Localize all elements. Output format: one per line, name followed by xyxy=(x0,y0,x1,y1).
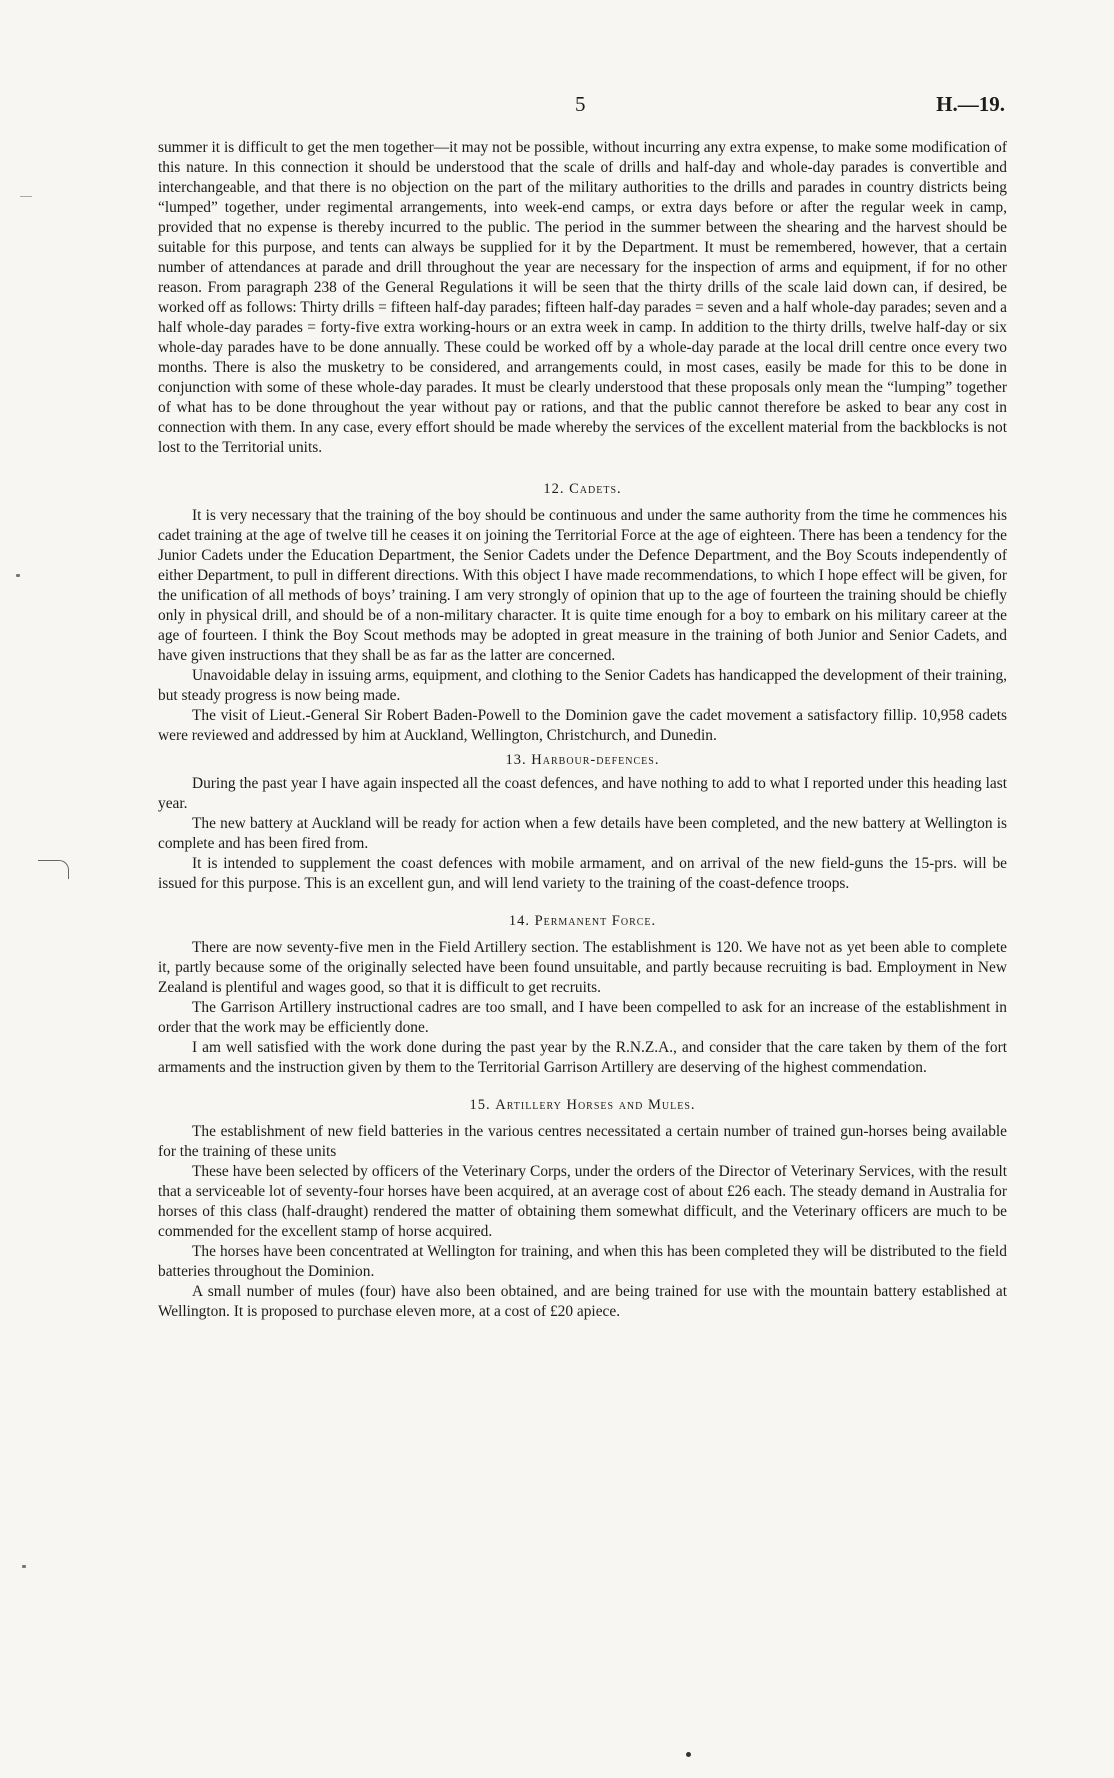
section-number: 13. xyxy=(505,752,527,768)
paragraph: These have been selected by officers of the Veterinary Corps, under the orders of the Director of Veterinary Services, with the result that a serviceable lot of seventy-four horses have been acquired, at an average cost of about £26 each. The steady demand in Australia for horses of this class (half-draught) rendered the matter of obtaining them somewhat difficult, and the Veterinary officers are much to be commended for the excellent stamp of horse acquired. xyxy=(158,1163,1007,1240)
section-title: Harbour-defences. xyxy=(531,752,660,768)
page-header xyxy=(160,92,1005,122)
body-text xyxy=(158,138,1007,1322)
scan-speck xyxy=(22,1565,26,1568)
continued-paragraph: summer it is difficult to get the men together—it may not be possible, without incurring any extra expense, to make some modification of this nature. In this connection it should be understood that the scale of drills and half-day and whole-day parades is convertible and interchangeable, and that there is no objection on the part of the military authorities to the drills and parades in country districts being “lumped” together, under regimental arrangements, into week-end camps, or extra days before or after the regular week in camp, provided that no expense is thereby incurred to the public. The period in the summer between the shearing and the harvest should be suitable for this purpose, and tents can always be supplied for it by the Department. It must be remembered, however, that a certain number of attendances at parade and drill throughout the year are necessary for the inspection of arms and equipment, if for no other reason. From paragraph 238 of the General Regulations it will be seen that the thirty drills of the scale laid down can, if desired, be worked off as follows: Thirty drills = fifteen half-day parades; fifteen half-day parades = seven and a half whole-day parades; seven and a half whole-day parades = forty-five extra working-hours or an extra week in camp. In addition to the thirty drills, twelve half-day or six whole-day parades have to be done annually. These could be worked off by a whole-day parade at the local drill centre once every two months. There is also the musketry to be considered, and arrangements could, in most cases, easily be made for this to be done in conjunction with some of these whole-day parades. It must be clearly understood that these proposals only mean the “lumping” together of what has to be done throughout the year without pay or rations, and that the public cannot therefore be asked to bear any cost in connection with them. In any case, every effort should be made whereby the services of the excellent material from the backblocks is not lost to the Territorial units. xyxy=(158,139,1007,456)
scan-speck xyxy=(686,1752,691,1757)
section-heading-permanent-force xyxy=(158,911,1007,931)
scan-speck xyxy=(20,196,32,197)
section-heading-cadets xyxy=(158,479,1007,499)
document-code: H.—19. xyxy=(936,92,1005,116)
paragraph: Unavoidable delay in issuing arms, equipment, and clothing to the Senior Cadets has handicapped the development of their training, but steady progress is now being made. xyxy=(158,667,1007,704)
section-number: 15. xyxy=(469,1097,491,1113)
paragraph: It is intended to supplement the coast defences with mobile armament, and on arrival of the new field-guns the 15-prs. will be issued for this purpose. This is an excellent gun, and will lend variety to the training of the coast-defence troops. xyxy=(158,855,1007,892)
paragraph: During the past year I have again inspected all the coast defences, and have nothing to add to what I reported under this heading last year. xyxy=(158,775,1007,812)
section-heading-artillery-horses xyxy=(158,1095,1007,1115)
page-number: 5 xyxy=(575,92,586,116)
section-title: Artillery Horses and Mules. xyxy=(495,1097,696,1113)
section-number: 14. xyxy=(508,913,530,929)
paragraph: The visit of Lieut.-General Sir Robert Baden-Powell to the Dominion gave the cadet movement a satisfactory fillip. 10,958 cadets were reviewed and addressed by him at Auckland, Wellington, Christchurch, and Dunedin. xyxy=(158,707,1007,744)
paragraph: I am well satisfied with the work done during the past year by the R.N.Z.A., and consider that the care taken by them of the fort armaments and the instruction given by them to the Territorial Garrison Artillery are deserving of the highest commendation. xyxy=(158,1039,1007,1076)
section-title: Permanent Force. xyxy=(534,913,657,929)
paragraph: The establishment of new field batteries in the various centres necessitated a certain number of trained gun-horses being available for the training of these units xyxy=(158,1123,1007,1160)
paragraph: The Garrison Artillery instructional cadres are too small, and I have been compelled to ask for an increase of the establishment in order that the work may be efficiently done. xyxy=(158,999,1007,1036)
section-title: Cadets. xyxy=(569,481,622,497)
paragraph: The new battery at Auckland will be ready for action when a few details have been completed, and the new battery at Wellington is complete and has been fired from. xyxy=(158,815,1007,852)
paragraph: There are now seventy-five men in the Field Artillery section. The establishment is 120. We have not as yet been able to complete it, partly because some of the originally selected have been found unsuitable, and partly because recruiting is bad. Employment in New Zealand is plentiful and wages good, so that it is difficult to get recruits. xyxy=(158,939,1007,996)
paragraph: The horses have been concentrated at Wellington for training, and when this has been completed they will be distributed to the field batteries throughout the Dominion. xyxy=(158,1243,1007,1280)
paragraph: A small number of mules (four) have also been obtained, and are being trained for use with the mountain battery established at Wellington. It is proposed to purchase eleven more, at a cost of £20 apiece. xyxy=(158,1283,1007,1320)
paragraph: It is very necessary that the training of the boy should be continuous and under the same authority from the time he commences his cadet training at the age of twelve till he ceases it on joining the Territorial Force at the age of eighteen. There has been a tendency for the Junior Cadets under the Education Department, the Senior Cadets under the Defence Department, and the Boy Scouts independently of either Department, to pull in different directions. With this object I have made recommendations, to which I hope effect will be given, for the unification of all methods of boys’ training. I am very strongly of opinion that up to the age of fourteen the training should be chiefly only in physical drill, and should be of a non-military character. It is quite time enough for a boy to embark on his military career at the age of fourteen. I think the Boy Scout methods may be adopted in great measure in the training of both Junior and Senior Cadets, and have given instructions that they shall be as far as the latter are concerned. xyxy=(158,507,1007,664)
scan-speck xyxy=(16,574,20,577)
section-number: 12. xyxy=(543,481,565,497)
section-heading-harbour-defences xyxy=(158,750,1007,770)
margin-bracket-mark xyxy=(38,860,69,879)
